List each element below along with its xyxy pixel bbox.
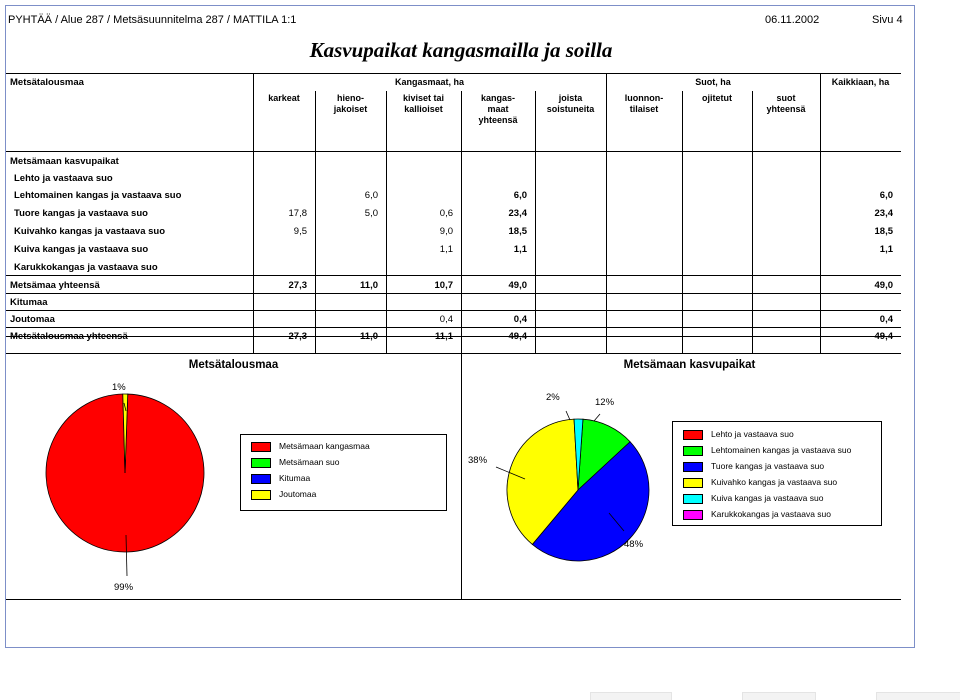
row-label: Kitumaa bbox=[10, 297, 48, 308]
header-bottom-border bbox=[6, 151, 901, 152]
row-separator bbox=[6, 293, 901, 294]
chart-area-top-border bbox=[6, 353, 901, 354]
chart2-label-12pct: 12% bbox=[595, 397, 615, 408]
breadcrumb: PYHTÄÄ / Alue 287 / Metsäsuunnitelma 287 / MATTILA 1:1 bbox=[8, 14, 297, 26]
column-separator bbox=[682, 91, 683, 353]
column-header: hieno- jakoiset bbox=[333, 93, 368, 114]
chart1-label-1pct: 1% bbox=[112, 382, 126, 393]
column-header: ojitetut bbox=[702, 93, 732, 103]
page-number: Sivu 4 bbox=[872, 14, 903, 26]
kangasmaat-group-header: Kangasmaat, ha bbox=[394, 77, 465, 87]
total-column-header: Kaikkiaan, ha bbox=[831, 77, 890, 87]
chart-area-bottom-border bbox=[6, 599, 901, 600]
legend-label: Joutomaa bbox=[279, 489, 317, 499]
report-date: 06.11.2002 bbox=[765, 14, 820, 26]
column-separator bbox=[535, 91, 536, 353]
chart2-label-38pct: 38% bbox=[468, 455, 488, 466]
table-cell: 0,4 bbox=[513, 314, 527, 325]
table-cell: 1,1 bbox=[439, 244, 453, 255]
legend-label: Lehtomainen kangas ja vastaava suo bbox=[711, 445, 852, 455]
legend-label: Metsämaan suo bbox=[279, 457, 340, 467]
pie-label-leader bbox=[566, 411, 570, 420]
row-label: Lehto ja vastaava suo bbox=[14, 173, 113, 184]
row-label: Metsämaa yhteensä bbox=[10, 280, 100, 291]
table-cell: 6,0 bbox=[364, 190, 378, 201]
table-cell: 18,5 bbox=[874, 226, 893, 237]
legend-swatch bbox=[683, 462, 703, 472]
legend-item bbox=[251, 441, 370, 453]
row-label: Tuore kangas ja vastaava suo bbox=[14, 208, 148, 219]
row-label: Kuiva kangas ja vastaava suo bbox=[14, 244, 149, 255]
row-label: Kuivahko kangas ja vastaava suo bbox=[14, 226, 166, 237]
legend-label: Metsämaan kangasmaa bbox=[279, 441, 370, 451]
table-cell: 17,8 bbox=[288, 208, 307, 219]
legend-swatch bbox=[251, 458, 271, 468]
legend-swatch bbox=[683, 478, 703, 488]
column-separator bbox=[315, 91, 316, 353]
legend-swatch bbox=[683, 494, 703, 504]
legend-swatch bbox=[683, 430, 703, 440]
table-cell: 9,0 bbox=[439, 226, 453, 237]
legend-label: Kitumaa bbox=[279, 473, 311, 483]
chart2-label-48pct: 48% bbox=[624, 539, 644, 550]
chart1-legend bbox=[240, 434, 447, 511]
row-label: Joutomaa bbox=[10, 314, 55, 325]
row-separator bbox=[6, 310, 901, 311]
column-separator bbox=[606, 73, 607, 353]
legend-item bbox=[683, 445, 851, 457]
legend-label: Karukkokangas ja vastaava suo bbox=[711, 509, 832, 519]
table-cell: 1,1 bbox=[513, 244, 527, 255]
table-cell: 1,1 bbox=[879, 244, 893, 255]
report-page bbox=[5, 5, 915, 648]
column-header: joista soistuneita bbox=[546, 93, 595, 114]
column-header: karkeat bbox=[268, 93, 300, 103]
legend-swatch bbox=[683, 446, 703, 456]
legend-item bbox=[683, 429, 794, 441]
column-header: luonnon- tilaiset bbox=[624, 93, 664, 114]
row-separator bbox=[6, 275, 901, 276]
table-cell: 11,1 bbox=[435, 331, 453, 342]
suot-group-header: Suot, ha bbox=[695, 77, 731, 87]
row-separator bbox=[6, 327, 901, 328]
chart1-title: Metsätalousmaa bbox=[188, 359, 279, 371]
row-label: Metsätalousmaa yhteensä bbox=[10, 331, 128, 342]
legend-label: Kuivahko kangas ja vastaava suo bbox=[711, 477, 838, 487]
legend-item bbox=[683, 509, 831, 521]
table-top-border bbox=[6, 73, 901, 74]
row-label: Metsämaan kasvupaikat bbox=[10, 156, 119, 167]
chart2-label-2pct: 2% bbox=[546, 392, 560, 403]
table-cell: 6,0 bbox=[513, 190, 527, 201]
table-cell: 23,4 bbox=[508, 208, 527, 219]
column-separator bbox=[752, 91, 753, 353]
chart1-label-99pct: 99% bbox=[114, 582, 134, 593]
table-cell: 23,4 bbox=[874, 208, 893, 219]
table-cell: 49,0 bbox=[508, 280, 527, 291]
table-cell: 49,4 bbox=[508, 331, 527, 342]
chart2-legend bbox=[672, 421, 882, 526]
table-cell: 6,0 bbox=[879, 190, 893, 201]
legend-swatch bbox=[251, 490, 271, 500]
column-header: kangas- maat yhteensä bbox=[478, 93, 518, 125]
legend-swatch bbox=[251, 442, 271, 452]
table-cell: 9,5 bbox=[293, 226, 307, 237]
pie-label-leader bbox=[594, 414, 600, 421]
table-cell: 5,0 bbox=[364, 208, 378, 219]
row-label: Lehtomainen kangas ja vastaava suo bbox=[14, 190, 182, 201]
column-header: kiviset tai kallioiset bbox=[402, 93, 445, 114]
legend-item bbox=[683, 493, 823, 505]
table-cell: 0,4 bbox=[879, 314, 893, 325]
first-column-header: Metsätalousmaa bbox=[10, 77, 84, 88]
table-cell: 49,4 bbox=[874, 331, 893, 342]
row-separator bbox=[6, 336, 901, 337]
legend-label: Lehto ja vastaava suo bbox=[711, 429, 794, 439]
legend-item bbox=[251, 473, 310, 485]
legend-swatch bbox=[683, 510, 703, 520]
chart2-title: Metsämaan kasvupaikat bbox=[623, 359, 756, 371]
table-cell: 0,4 bbox=[439, 314, 453, 325]
table-cell: 0,6 bbox=[439, 208, 453, 219]
table-cell: 11,0 bbox=[360, 331, 378, 342]
table-cell: 18,5 bbox=[508, 226, 527, 237]
table-cell: 10,7 bbox=[434, 280, 453, 291]
legend-swatch bbox=[251, 474, 271, 484]
table-cell: 27,3 bbox=[288, 331, 307, 342]
table-cell: 11,0 bbox=[360, 280, 378, 291]
legend-item bbox=[683, 461, 824, 473]
table-cell: 49,0 bbox=[874, 280, 893, 291]
legend-item bbox=[683, 477, 837, 489]
report-title: Kasvupaikat kangasmailla ja soilla bbox=[309, 38, 613, 62]
legend-item bbox=[251, 489, 316, 501]
column-header: suot yhteensä bbox=[766, 93, 806, 114]
legend-label: Kuiva kangas ja vastaava suo bbox=[711, 493, 824, 503]
row-label: Karukkokangas ja vastaava suo bbox=[14, 262, 158, 273]
table-cell: 27,3 bbox=[288, 280, 307, 291]
legend-label: Tuore kangas ja vastaava suo bbox=[711, 461, 825, 471]
legend-item bbox=[251, 457, 339, 469]
